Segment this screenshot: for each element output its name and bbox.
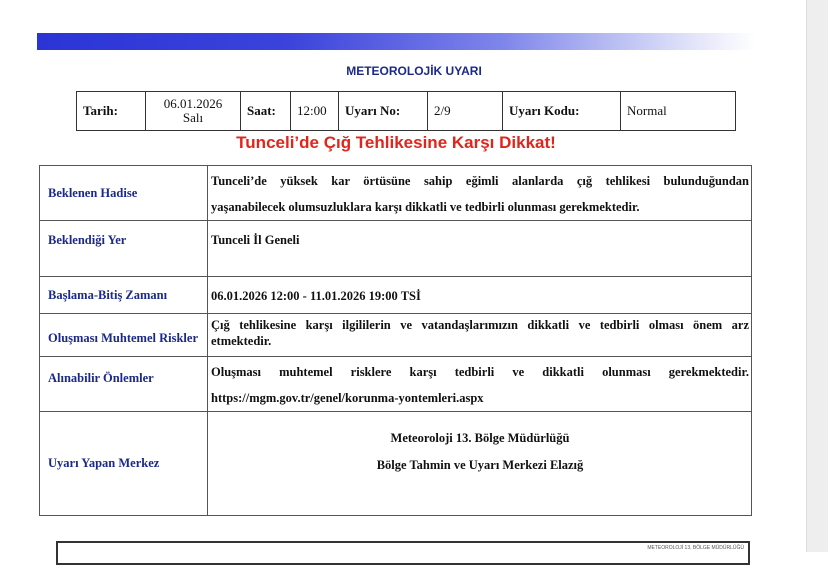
location-value xyxy=(208,221,752,277)
warning-code-value: Normal xyxy=(621,92,736,131)
page-gutter xyxy=(806,0,828,552)
location-text: Tunceli İl Geneli xyxy=(211,233,300,247)
next-page-box xyxy=(56,541,750,565)
risks-label: Oluşması Muhtemel Riskler xyxy=(40,314,208,357)
date-value: 06.01.2026 xyxy=(163,96,223,111)
period-label: Başlama-Bitiş Zamanı xyxy=(40,277,208,314)
table-row xyxy=(40,221,752,277)
expected-event-label: Beklenen Hadise xyxy=(40,166,208,221)
warning-code-label: Uyarı Kodu: xyxy=(503,92,621,131)
center-line-2: Bölge Tahmin ve Uyarı Merkezi Elazığ xyxy=(376,458,584,472)
table-row xyxy=(40,314,752,357)
measures-link[interactable]: https://mgm.gov.tr/genel/korunma-yontemleri.aspx xyxy=(211,391,484,405)
table-row xyxy=(40,357,752,412)
warning-info-table xyxy=(76,91,736,131)
warning-no-value: 2/9 xyxy=(428,92,503,131)
document-title: METEOROLOJİK UYARI xyxy=(346,64,482,78)
next-page-mini-text: METEOROLOJİ 13. BÖLGE MÜDÜRLÜĞÜ xyxy=(647,545,744,551)
warning-details-table xyxy=(39,165,752,516)
measures-line-1: Oluşması muhtemel risklere karşı tedbirli ve dikkatli olunması gerekmektedir. xyxy=(211,365,749,379)
warning-no-label: Uyarı No: xyxy=(339,92,428,131)
time-label: Saat: xyxy=(241,92,291,131)
center-label: Uyarı Yapan Merkez xyxy=(40,412,208,516)
risks-value xyxy=(208,314,752,357)
risks-line-1: Çığ tehlikesine karşı ilgililerin ve vatandaşlarımızın dikkatli ve tedbirli olması önem arz xyxy=(211,318,749,332)
center-value xyxy=(208,412,752,516)
date-label: Tarih: xyxy=(77,92,146,131)
expected-event-line-2: yaşanabilecek olumsuzluklara karşı dikkatli ve tedbirli olunması gerekmektedir. xyxy=(211,200,640,214)
header-gradient-bar xyxy=(37,33,755,50)
day-value: Salı xyxy=(182,110,204,125)
expected-event-line-1: Tunceli’de yüksek kar örtüsüne sahip eğimli alanlarda çığ tehlikesi bulunduğundan xyxy=(211,174,749,188)
expected-event-value xyxy=(208,166,752,221)
table-row xyxy=(40,277,752,314)
period-value: 06.01.2026 12:00 - 11.01.2026 19:00 TSİ xyxy=(208,277,752,314)
table-row xyxy=(40,166,752,221)
time-value: 12:00 xyxy=(291,92,339,131)
warning-headline: Tunceli’de Çığ Tehlikesine Karşı Dikkat! xyxy=(236,133,556,152)
table-row xyxy=(40,412,752,516)
date-cell xyxy=(146,92,241,131)
center-line-1: Meteoroloji 13. Bölge Müdürlüğü xyxy=(390,431,570,445)
location-label: Beklendiği Yer xyxy=(40,221,208,277)
measures-label: Alınabilir Önlemler xyxy=(40,357,208,412)
measures-value xyxy=(208,357,752,412)
risks-line-2: etmektedir. xyxy=(211,334,272,348)
